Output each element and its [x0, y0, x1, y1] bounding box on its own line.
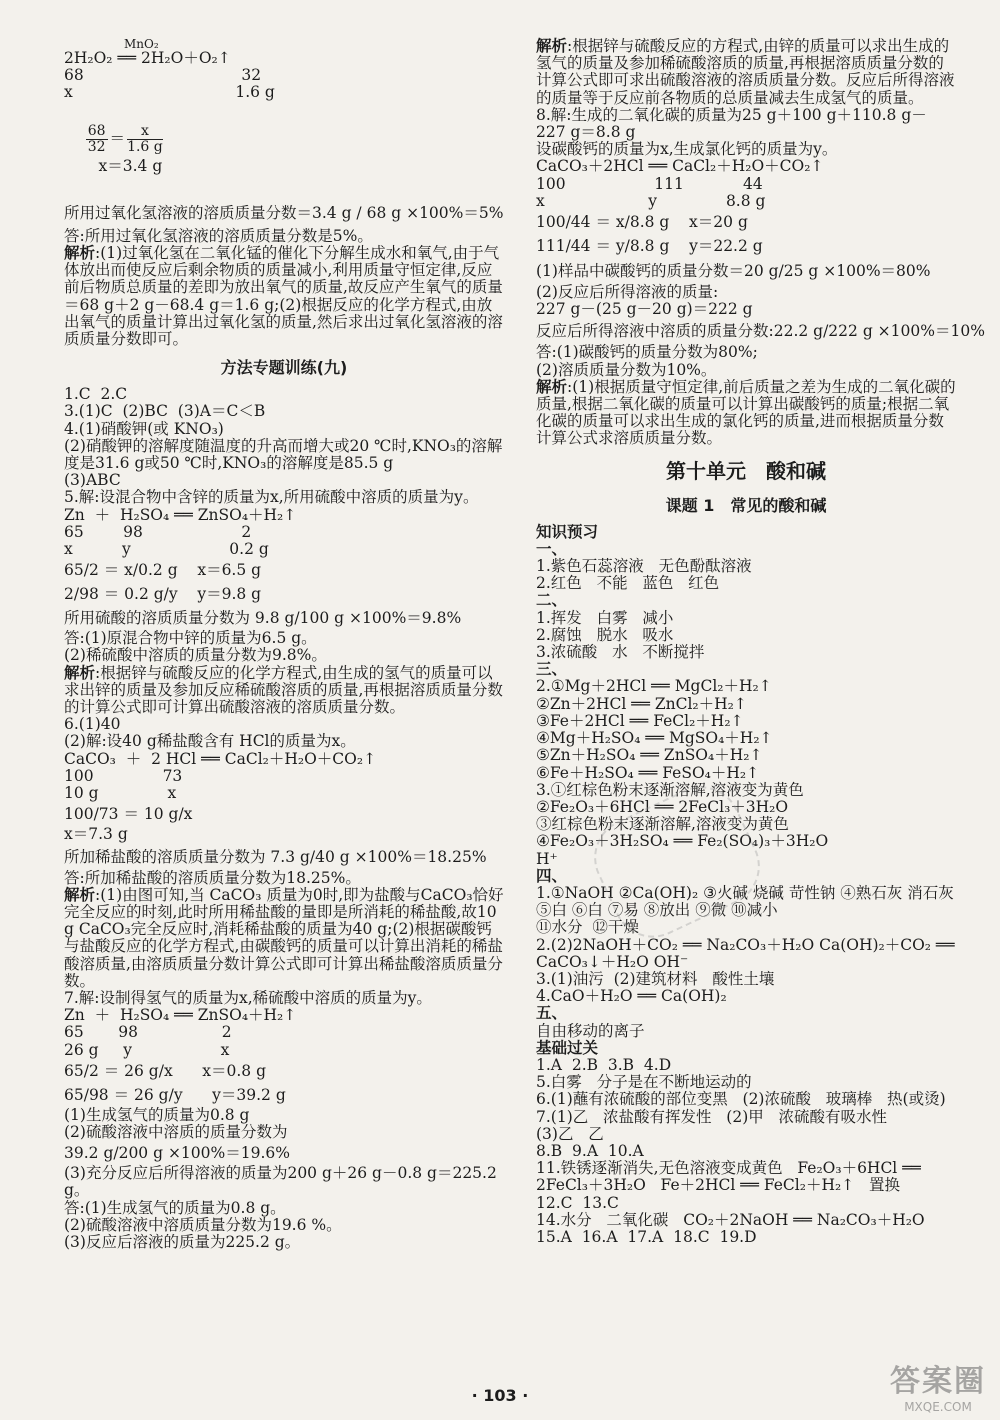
analysis-note: 解析:根据锌与硫酸反应的化学方程式,由生成的氢气的质量可以求出锌的质量及参加反应稀硫酸溶质的质量,再根据溶质质量分数的计算公式即可计算出硫酸溶液的溶质质量分数。: [64, 663, 503, 717]
equation: 2H₂O₂ ══ 2H₂O＋O₂↑: [64, 49, 231, 67]
ratio-line: $\frac{68}{32}$ ＝ $\frac{x}{1.6 g}$ x＝3.4 g: [87, 122, 163, 175]
percent-line: 反应后所得溶液中溶质的质量分数:22.2 g/222 g ×100%＝10%: [536, 322, 985, 341]
answer-line: 2.腐蚀 脱水 吸水: [536, 625, 674, 644]
answer: (2)硫酸溶液中溶质质量分数为19.6 %。: [64, 1215, 342, 1234]
equation: CaCO₃＋2HCl ══ CaCl₂＋H₂O＋CO₂↑: [536, 157, 824, 176]
equation: ⑤Zn＋H₂SO₄ ══ ZnSO₄＋H₂↑: [536, 746, 763, 765]
answer-line: 2FeCl₃＋3H₂O Fe＋2HCl ══ FeCl₂＋H₂↑ 置换: [536, 1176, 900, 1195]
percent-line: 39.2 g/200 g ×100%＝19.6%: [64, 1144, 290, 1163]
basic-title: 基础过关: [536, 1038, 599, 1057]
right-column: [536, 37, 985, 1246]
ratio-line: 65/2 ＝ x/0.2 g x＝6.5 g: [64, 561, 262, 580]
mass-row: 10 g x: [64, 784, 177, 803]
answer-line: 6.(1)蘸有浓硫酸的部位变黑 (2)浓硫酸 玻璃棒 热(或烫): [536, 1090, 946, 1109]
answer-line: 3.①红棕色粉末逐渐溶解,溶液变为黄色: [536, 780, 804, 799]
equation: ②Zn＋2HCl ══ ZnCl₂＋H₂↑: [536, 694, 747, 713]
answer-line: ⑪水分 ⑫干燥: [536, 918, 639, 937]
answer-line: 1.①NaOH ②Ca(OH)₂ ③火碱 烧碱 苛性钠 ④熟石灰 消石灰 ⑤白 ⑥白 ⑦易 ⑧放出 ⑨微 ⑩减小: [536, 883, 954, 920]
watermark-title: 答案圈: [890, 1364, 986, 1399]
answer-line: 12.C 13.C: [536, 1193, 619, 1212]
equation: Zn ＋ H₂SO₄ ══ ZnSO₄＋H₂↑: [64, 505, 297, 524]
answer: 答:(1)原混合物中锌的质量为6.5 g。: [64, 629, 317, 648]
answer-line: 3.(1)C (2)BC (3)A＝C＜B: [64, 402, 266, 421]
preview-title: 知识预习: [536, 522, 599, 541]
answer-line: (3)ABC: [64, 471, 121, 490]
result: x＝3.4 g: [98, 156, 163, 175]
answer-line: 8.B 9.A 10.A: [536, 1141, 644, 1160]
answer-line: 2.(2)2NaOH＋CO₂ ══ Na₂CO₃＋H₂O Ca(OH)₂＋CO₂ ══ CaCO₃↓＋H₂O OH⁻: [536, 935, 955, 971]
mass-row: x y 8.8 g: [536, 191, 766, 210]
ratio-line: 2/98 ＝ 0.2 g/y y＝9.8 g: [64, 585, 262, 604]
page-number: · 103 ·: [471, 1386, 529, 1405]
mass-row: 65 98 2: [64, 522, 252, 541]
subsection-marker: 三、: [536, 660, 568, 679]
topic-title: 课题 1 常见的酸和碱: [665, 495, 827, 515]
equation: ②Fe₂O₃＋6HCl ══ 2FeCl₃＋3H₂O: [536, 797, 789, 816]
answer-line: 14.水分 二氧化碳 CO₂＋2NaOH ══ Na₂CO₃＋H₂O: [536, 1210, 925, 1229]
analysis-note: 解析:(1)根据质量守恒定律,前后质量之差为生成的二氧化碳的质量,根据二氧化碳的质量可以计算出碳酸钙的质量;根据二氧化碳的质量可以求出生成的氯化钙的质量,进而根据质量分数计算公式求溶质质量分数。: [536, 377, 956, 448]
ratio-line: 65/98 ＝ 26 g/y y＝39.2 g: [64, 1085, 286, 1104]
answer-line: (3)乙 乙: [536, 1124, 604, 1143]
answer-line: 6.(1)40: [64, 715, 121, 734]
percent-line: (1)样品中碳酸钙的质量分数＝20 g/25 g ×100%＝80%: [536, 262, 931, 281]
watermark-url: MXQE.COM: [904, 1400, 972, 1414]
solution-step: 227 g－(25 g－20 g)＝222 g: [536, 300, 753, 319]
answer: 答:(1)碳酸钙的质量分数为80%;: [536, 343, 758, 362]
percent-line: 所加稀盐酸的溶质质量分数为 7.3 g/40 g ×100%＝18.25%: [64, 847, 487, 866]
equation: ④Fe₂O₃＋3H₂SO₄ ══ Fe₂(SO₄)₃＋3H₂O: [536, 832, 829, 851]
frac-den: 32: [87, 138, 106, 155]
solution-step: (2)硫酸溶液中溶质的质量分数为: [64, 1122, 288, 1141]
site-watermark: [890, 1356, 986, 1414]
ratio-line: 111/44 ＝ y/8.8 g y＝22.2 g: [536, 237, 763, 256]
answer-line: 2.红色 不能 蓝色 红色: [536, 574, 720, 593]
subsection-marker: 二、: [536, 591, 568, 610]
equation: ③Fe＋2HCl ══ FeCl₂＋H₂↑: [536, 711, 744, 730]
answer: (2)稀硫酸中溶质的质量分数为9.8%。: [64, 646, 327, 665]
answer: 答:所加稀盐酸的溶质质量分数为18.25%。: [64, 868, 361, 887]
equation: CaCO₃ ＋ 2 HCl ══ CaCl₂＋H₂O＋CO₂↑: [64, 749, 377, 768]
mass-row: 26 g y x: [64, 1040, 230, 1059]
answer: (2)溶质质量分数为10%。: [536, 360, 717, 379]
answer-line: 1.紫色石蕊溶液 无色酚酞溶液: [536, 557, 752, 576]
equation: ④Mg＋H₂SO₄ ══ MgSO₄＋H₂↑: [536, 729, 773, 748]
catalyst-label: MnO₂: [124, 37, 159, 51]
answer-line: 3.浓硫酸 水 不断搅拌: [536, 643, 705, 662]
unit-title: 第十单元 酸和碱: [666, 458, 826, 483]
left-column: [64, 38, 504, 1251]
answer-line: 15.A 16.A 17.A 18.C 19.D: [536, 1227, 757, 1246]
answer-line: 1.C 2.C: [64, 385, 128, 404]
answer-line: 5.解:设混合物中含锌的质量为x,所用硫酸中溶质的质量为y。: [64, 488, 479, 507]
answer-line: 4.(1)硝酸钾(或 KNO₃): [64, 419, 224, 438]
answer-line: (2)解:设40 g稀盐酸含有 HCl的质量为x。: [64, 732, 356, 751]
answer-line: 设碳酸钙的质量为x,生成氯化钙的质量为y。: [536, 140, 838, 159]
subsection-marker: 四、: [536, 866, 568, 885]
answer-line: 7.解:设制得氢气的质量为x,稀硫酸中溶质的质量为y。: [64, 988, 432, 1007]
result: x＝7.3 g: [64, 825, 128, 844]
subsection-marker: 一、: [536, 539, 568, 558]
answer-line: (2)硝酸钾的溶解度随温度的升高而增大或20 ℃时,KNO₃的溶解度是31.6 g或50 ℃时,KNO₃的溶解度是85.5 g: [64, 436, 503, 473]
mass-row: x 1.6 g: [64, 83, 275, 102]
percent-line: 所用硫酸的溶质质量分数为 9.8 g/100 g ×100%＝9.8%: [64, 609, 462, 628]
ratio-line: 100/73 ＝ 10 g/x: [64, 805, 193, 824]
answer: 答:(1)生成氢气的质量为0.8 g。: [64, 1198, 286, 1217]
equation: 2.①Mg＋2HCl ══ MgCl₂＋H₂↑: [536, 677, 772, 696]
answer-line: 8.解:生成的二氧化碳的质量为25 g＋100 g＋110.8 g－227 g＝8.8 g: [536, 105, 927, 142]
answer-line: 7.(1)乙 浓盐酸有挥发性 (2)甲 浓硫酸有吸水性: [536, 1107, 888, 1126]
analysis-note: 解析:根据锌与硫酸反应的方程式,由锌的质量可以求出生成的氢气的质量及参加稀硫酸溶质的质量,再根据溶质质量分数的计算公式即可求出硫酸溶液的溶质质量分数。反应后所得溶液的质量等于反应前各物质的总质量减去生成氢气的质量。: [536, 37, 955, 107]
ion-symbol: H⁺: [536, 849, 558, 868]
answer-line: 5.白雾 分子是在不断地运动的: [536, 1073, 752, 1092]
equation: 4.CaO＋H₂O ══ Ca(OH)₂: [536, 987, 727, 1006]
equation: Zn ＋ H₂SO₄ ══ ZnSO₄＋H₂↑: [64, 1006, 297, 1025]
section-title: 方法专题训练(九): [220, 358, 348, 378]
answer-line: 1.挥发 白雾 减小: [536, 608, 674, 627]
solution-step: (2)反应后所得溶液的质量:: [536, 283, 719, 302]
subsection-marker: 五、: [536, 1004, 568, 1023]
mass-row: 65 98 2: [64, 1023, 232, 1042]
answer-line: 11.铁锈逐渐消失,无色溶液变成黄色 Fe₂O₃＋6HCl ══: [536, 1159, 921, 1178]
analysis-note: 解析:(1)由图可知,当 CaCO₃ 质量为0时,即为盐酸与CaCO₃恰好完全反应的时刻,此时所用稀盐酸的量即是所消耗的稀盐酸,故10 g CaCO₃完全反应时,消耗稀盐酸的质量为40 g;(2)根据碳酸钙与盐酸反应的化学方程式,由碳酸钙的质量可以计算出消耗的稀盐酸溶质量,由溶质质量分数计算公式即可计算出稀盐酸溶质质量分数。: [64, 885, 504, 990]
answer: 答:所用过氧化氢溶液的溶质质量分数是5%。: [64, 226, 373, 245]
solution-step: (1)生成氢气的质量为0.8 g: [64, 1105, 250, 1124]
mass-row: 100 111 44: [536, 174, 763, 193]
answer-line: 3.(1)油污 (2)建筑材料 酸性土壤: [536, 969, 775, 988]
answer: (3)反应后溶液的质量为225.2 g。: [64, 1232, 301, 1251]
mass-row: x y 0.2 g: [64, 540, 269, 559]
answer-line: 1.A 2.B 3.B 4.D: [536, 1055, 672, 1074]
analysis-note: 解析:(1)过氧化氢在二氧化锰的催化下分解生成水和氧气,由于气体放出而使反应后剩余物质的质量减小,利用质量守恒定律,反应前后物质总质量的差即为放出氧气的质量,故反应产生氧气的质量＝68 g＋2 g－68.4 g＝1.6 g;(2)根据反应的化学方程式,由放出氧气的质量计算出过氧化氢的质量,然后求出过氧化氢溶液的溶质质量分数即可。: [64, 244, 503, 349]
answer-line: 自由移动的离子: [536, 1021, 645, 1040]
mass-row: 68 32: [64, 66, 262, 85]
frac-num: x: [127, 124, 163, 140]
ratio-line: 65/2 ＝ 26 g/x x＝0.8 g: [64, 1061, 266, 1080]
ratio-line: 100/44 ＝ x/8.8 g x＝20 g: [536, 213, 748, 232]
percent-line: 所用过氧化氢溶液的溶质质量分数＝3.4 g / 68 g ×100%＝5%: [64, 203, 504, 222]
mass-row: 100 73: [64, 766, 183, 785]
frac-num: 68: [87, 122, 106, 139]
answer-line: ③红棕色粉末逐渐溶解,溶液变为黄色: [536, 815, 789, 834]
equation: ⑥Fe＋H₂SO₄ ══ FeSO₄＋H₂↑: [536, 763, 760, 782]
frac-den: 1.6 g: [127, 138, 163, 155]
solution-step: (3)充分反应后所得溶液的质量为200 g＋26 g－0.8 g＝225.2 g。: [64, 1164, 497, 1200]
